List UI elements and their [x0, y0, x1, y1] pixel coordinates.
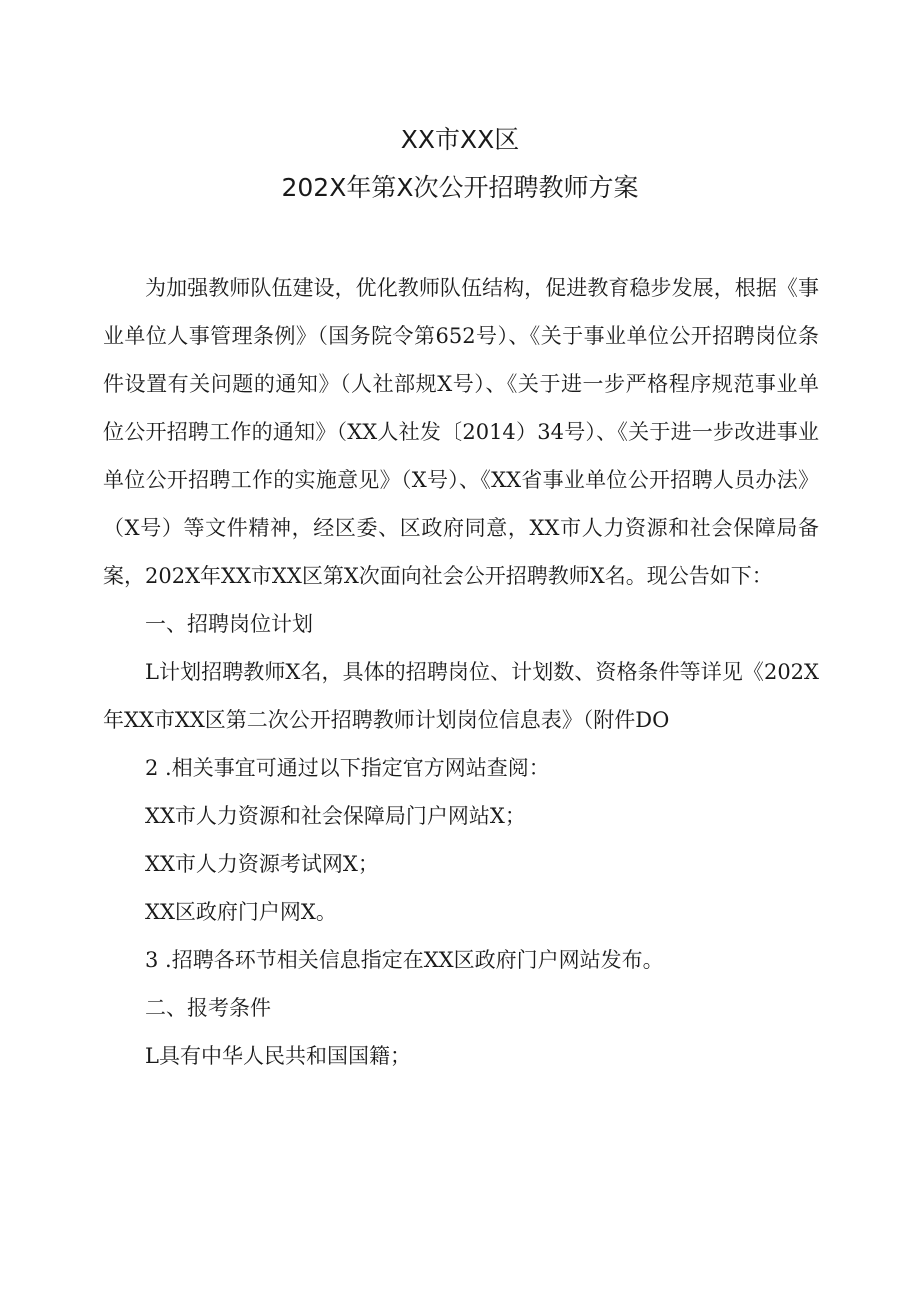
- section1-item3: 3 .招聘各环节相关信息指定在XX区政府门户网站发布。: [145, 948, 664, 972]
- document-title-line2: 202X年第X次公开招聘教师方案: [281, 173, 639, 202]
- website-hr-bureau: XX市人力资源和社会保障局门户网站X；: [145, 804, 526, 828]
- website-exam: XX市人力资源考试网X；: [145, 852, 379, 876]
- section2-item1: L具有中华人民共和国国籍；: [145, 1044, 411, 1068]
- section1-item1: L计划招聘教师X名，具体的招聘岗位、计划数、资格条件等详见《202X年XX市XX区第二次公开招聘教师计划岗位信息表》（附件DO: [103, 660, 819, 732]
- intro-paragraph: 为加强教师队伍建设，优化教师队伍结构，促进教育稳步发展，根据《事业单位人事管理条例》（国务院令第652号）、《关于事业单位公开招聘岗位条件设置有关问题的通知》（人社部规X号）、《关于进一步严格程序规范事业单位公开招聘工作的通知》（XX人社发〔2014）34号）、《关于进一步改进事业单位公开招聘工作的实施意见》（X号）、《XX省事业单位公开招聘人员办法》（X号）等文件精神，经区委、区政府同意，XX市人力资源和社会保障局备案，202X年XX市XX区第X次面向社会公开招聘教师X名。现公告如下：: [103, 276, 819, 588]
- document-title-line1: XX市XX区: [400, 125, 520, 154]
- section1-item2: 2 .相关事宜可通过以下指定官方网站查阅：: [145, 756, 550, 780]
- website-district-gov: XX区政府门户网X。: [145, 900, 337, 924]
- section2-heading: 二、报考条件: [145, 996, 271, 1020]
- document-body: [103, 264, 819, 1080]
- section1-heading: 一、招聘岗位计划: [145, 612, 313, 636]
